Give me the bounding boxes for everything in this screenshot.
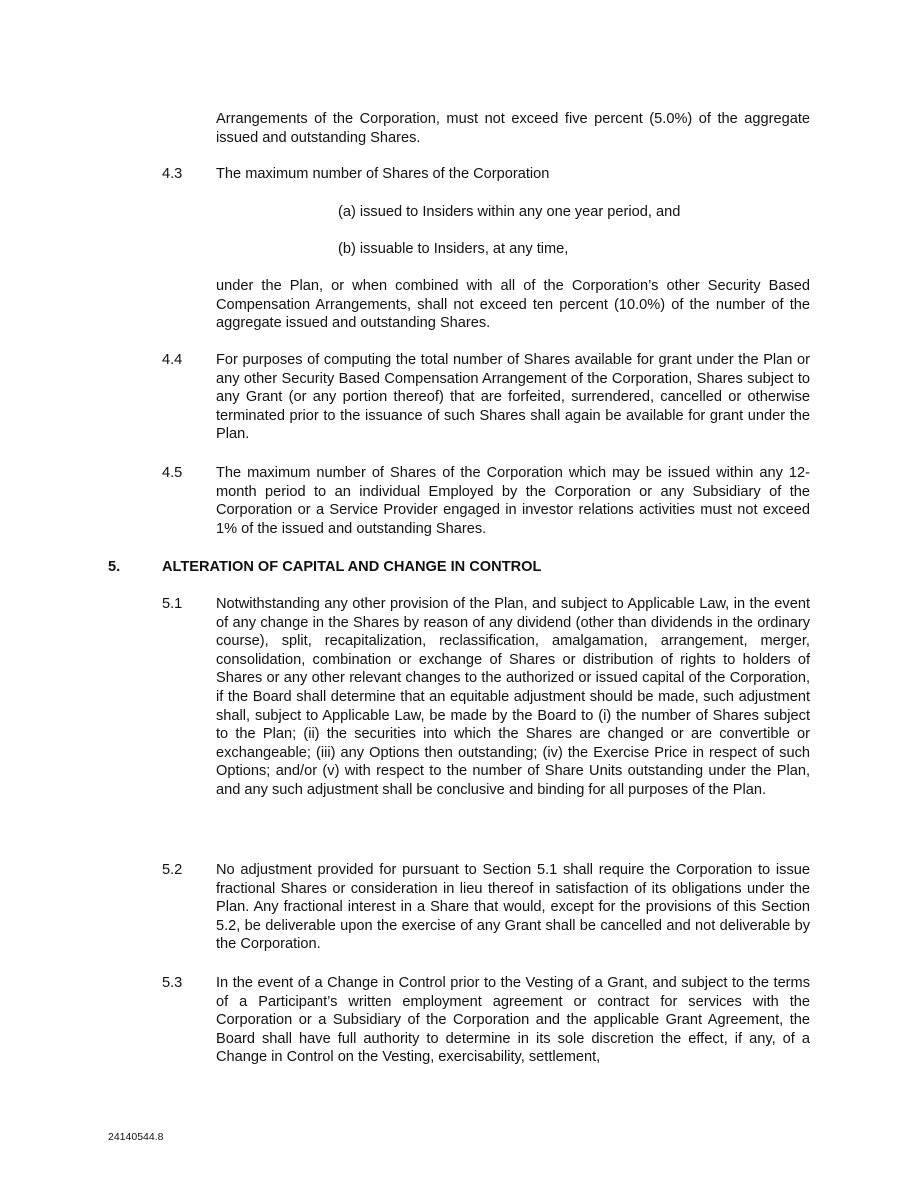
document-footer-id: 24140544.8	[108, 1131, 164, 1143]
continuation-paragraph: Arrangements of the Corporation, must not exceed five percent (5.0%) of the aggregate issued and outstanding Shares.	[216, 111, 810, 146]
section-4-3-item-a: (a) issued to Insiders within any one year period, and	[338, 204, 681, 220]
section-5-heading: ALTERATION OF CAPITAL AND CHANGE IN CONTROL	[162, 559, 542, 575]
section-4-3-number: 4.3	[162, 166, 183, 182]
section-5-3-number: 5.3	[162, 975, 183, 991]
section-4-4-number: 4.4	[162, 352, 183, 368]
section-4-5-number: 4.5	[162, 465, 183, 481]
section-4-4-text: For purposes of computing the total number of Shares available for grant under the Plan or any other Security Based Compensation Arrangement of the Corporation, Shares subject to any Grant (or any portion thereof) that are forfeited, surrendered, cancelled or otherwise terminated prior to the issuance of such Shares shall again be available for grant under the Plan.	[216, 352, 810, 443]
section-5-heading-number: 5.	[108, 559, 121, 575]
section-5-2-number: 5.2	[162, 862, 183, 878]
section-4-5-text: The maximum number of Shares of the Corporation which may be issued within any 12-month period to an individual Employed by the Corporation or any Subsidiary of the Corporation or a Service Provider engaged in investor relations activities must not exceed 1% of the issued and outstanding Shares.	[216, 465, 810, 537]
section-4-3-item-b: (b) issuable to Insiders, at any time,	[338, 241, 569, 257]
section-4-3-tail: under the Plan, or when combined with all of the Corporation’s other Security Based Compensation Arrangements, shall not exceed ten percent (10.0%) of the number of the aggregate issued and outstanding Shares.	[216, 278, 810, 332]
section-5-1-text: Notwithstanding any other provision of the Plan, and subject to Applicable Law, in the event of any change in the Shares by reason of any dividend (other than dividends in the ordinary course), split, recapitalization, reclassification, amalgamation, arrangement, merger, consolidation, combination or exchange of Shares or distribution of rights to holders of Shares or any other relevant changes to the authorized or issued capital of the Corporation, if the Board shall determine that an equitable adjustment should be made, such adjustment shall, subject to Applicable Law, be made by the Board to (i) the number of Shares subject to the Plan; (ii) the securities into which the Shares are changed or are convertible or exchangeable; (iii) any Options then outstanding; (iv) the Exercise Price in respect of such Options; and/or (v) with respect to the number of Share Units outstanding under the Plan, and any such adjustment shall be conclusive and binding for all purposes of the Plan.	[216, 596, 810, 798]
section-4-3-intro: The maximum number of Shares of the Corporation	[216, 166, 550, 182]
section-5-1-number: 5.1	[162, 596, 183, 612]
section-5-2-text: No adjustment provided for pursuant to Section 5.1 shall require the Corporation to issue fractional Shares or consideration in lieu thereof in satisfaction of its obligations under the Plan. Any fractional interest in a Share that would, except for the provisions of this Section 5.2, be deliverable upon the exercise of any Grant shall be cancelled and not deliverable by the Corporation.	[216, 862, 810, 953]
section-5-3-text: In the event of a Change in Control prior to the Vesting of a Grant, and subject to the terms of a Participant’s written employment agreement or contract for services with the Corporation or a Subsidiary of the Corporation and the applicable Grant Agreement, the Board shall have full authority to determine in its sole discretion the effect, if any, of a Change in Control on the Vesting, exercisability, settlement,	[216, 975, 810, 1066]
